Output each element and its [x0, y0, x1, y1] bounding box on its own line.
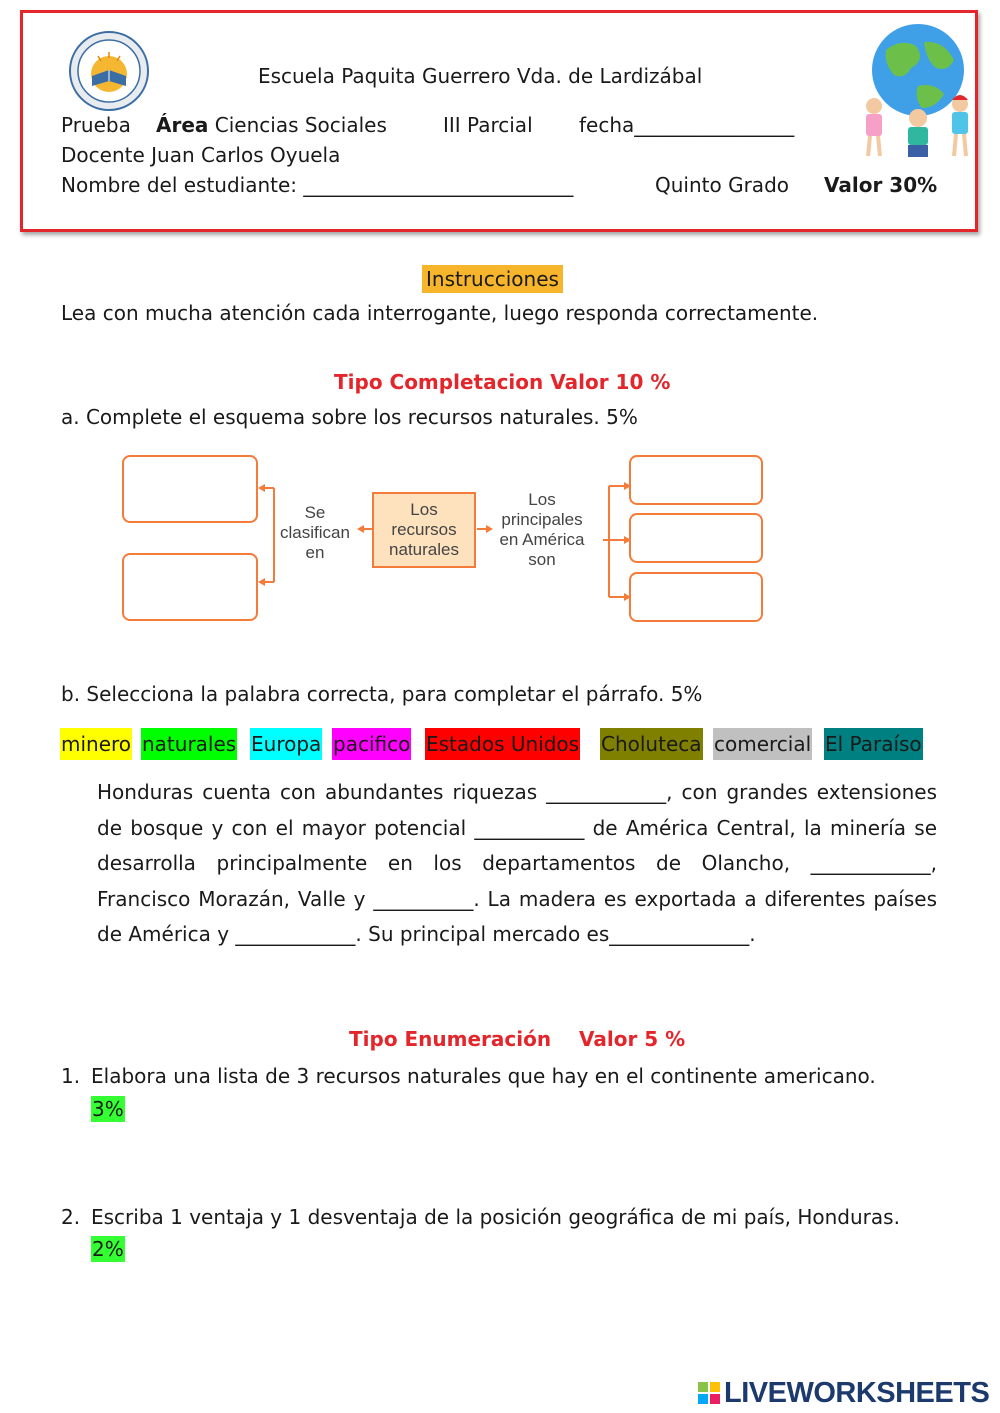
left-connector-label: Se clasifican en	[280, 503, 350, 562]
diagram-left-box-1[interactable]	[122, 455, 258, 523]
area-label: Área	[156, 113, 209, 137]
parcial-label: III Parcial	[443, 113, 533, 137]
diagram-left-box-2[interactable]	[122, 553, 258, 621]
grado-label: Quinto Grado	[655, 173, 789, 197]
prueba-label: Prueba	[61, 113, 131, 137]
question-b: b. Selecciona la palabra correcta, para completar el párrafo. 5%	[61, 682, 703, 706]
area-value: Ciencias Sociales	[214, 113, 387, 137]
area-line	[156, 113, 387, 137]
liveworksheets-icon	[698, 1382, 720, 1404]
student-name-field[interactable]: Nombre del estudiante: ___________________________	[61, 173, 574, 197]
diagram-center-box: Los recursos naturales	[372, 492, 476, 568]
instructions-title: Instrucciones	[422, 265, 563, 293]
fecha-field[interactable]: fecha________________	[579, 113, 795, 137]
right-connector-label: Los principales en América son	[499, 490, 585, 569]
question-a: a. Complete el esquema sobre los recursos naturales. 5%	[61, 405, 638, 429]
word-minero[interactable]: minero	[60, 728, 132, 760]
word-pacifico[interactable]: pacifico	[332, 728, 411, 760]
diagram-right-box-3[interactable]	[629, 572, 763, 622]
instructions-text: Lea con mucha atención cada interrogante, luego responda correctamente.	[61, 301, 819, 325]
question-1-percent: 3%	[92, 1097, 124, 1121]
valor-label: Valor 30%	[824, 173, 938, 197]
question-2-text: Escriba 1 ventaja y 1 desventaja de la posición geográfica de mi país, Honduras.	[91, 1205, 900, 1229]
word-estados-unidos[interactable]: Estados Unidos	[425, 728, 580, 760]
liveworksheets-text: LIVEWORKSHEETS	[724, 1377, 990, 1409]
fill-in-paragraph[interactable]: Honduras cuenta con abundantes riquezas ____________, con grandes extensiones de bosque y con el mayor potencial ___________ de América Central, la minería se desarrolla principalmente en los departamentos de Olancho, ____________, Francisco Morazán, Valle y __________. La madera es exportada a diferentes países de América y ____________. Su principal mercado es______________.	[97, 780, 937, 946]
word-comercial[interactable]: comercial	[713, 728, 812, 760]
school-name: Escuela Paquita Guerrero Vda. de Lardizábal	[258, 64, 703, 88]
diagram-right-box-1[interactable]	[629, 455, 763, 505]
word-europa[interactable]: Europa	[250, 728, 322, 760]
question-2-percent: 2%	[92, 1237, 124, 1261]
diagram-right-box-2[interactable]	[629, 513, 763, 563]
section-enumeracion-title: Tipo Enumeración Valor 5 %	[349, 1027, 686, 1051]
word-choluteca[interactable]: Choluteca	[600, 728, 703, 760]
liveworksheets-logo[interactable]	[698, 1377, 989, 1410]
question-1-text: Elabora una lista de 3 recursos naturales que hay en el continente americano.	[91, 1064, 876, 1088]
question-2-number: 2.	[61, 1205, 81, 1229]
question-1-number: 1.	[61, 1064, 81, 1088]
word-el-paraiso[interactable]: El Paraíso	[824, 728, 923, 760]
word-naturales[interactable]: naturales	[141, 728, 237, 760]
section-completacion-title: Tipo Completacion Valor 10 %	[334, 370, 671, 394]
school-seal-icon	[68, 30, 150, 112]
docente-label: Docente Juan Carlos Oyuela	[61, 143, 341, 167]
globe-children-icon	[856, 20, 978, 162]
